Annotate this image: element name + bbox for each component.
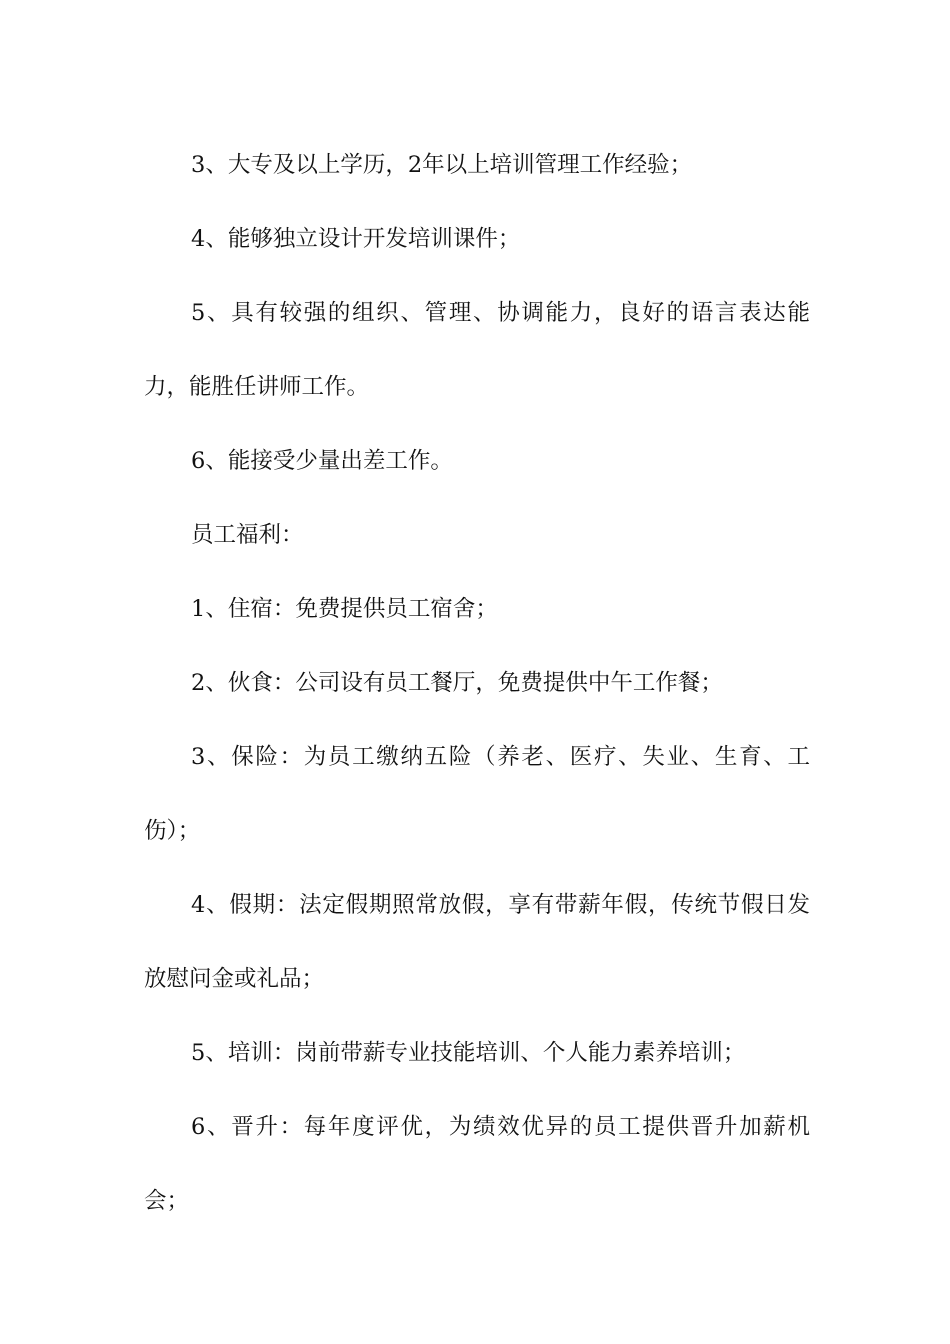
benefit-item-meals: 2、伙食：公司设有员工餐厅，免费提供中午工作餐； xyxy=(191,670,723,696)
requirement-item-3: 3、大专及以上学历，2年以上培训管理工作经验； xyxy=(191,152,693,178)
benefits-heading: 员工福利： xyxy=(191,522,304,548)
benefit-item-training: 5、培训：岗前带薪专业技能培训、个人能力素养培训； xyxy=(191,1040,746,1066)
benefit-item-insurance: 3、保险：为员工缴纳五险（养老、医疗、失业、生育、工伤）； xyxy=(144,744,810,844)
benefit-item-housing: 1、住宿：免费提供员工宿舍； xyxy=(191,596,498,622)
requirement-item-4: 4、能够独立设计开发培训课件； xyxy=(191,226,521,252)
requirement-item-6: 6、能接受少量出差工作。 xyxy=(191,448,453,474)
benefit-item-promotion: 6、晋升：每年度评优，为绩效优异的员工提供晋升加薪机会； xyxy=(144,1114,810,1214)
document-body xyxy=(144,128,810,1238)
benefit-item-holidays: 4、假期：法定假期照常放假，享有带薪年假，传统节假日发放慰问金或礼品； xyxy=(144,892,810,992)
requirement-item-5: 5、具有较强的组织、管理、协调能力，良好的语言表达能力，能胜任讲师工作。 xyxy=(144,300,810,400)
